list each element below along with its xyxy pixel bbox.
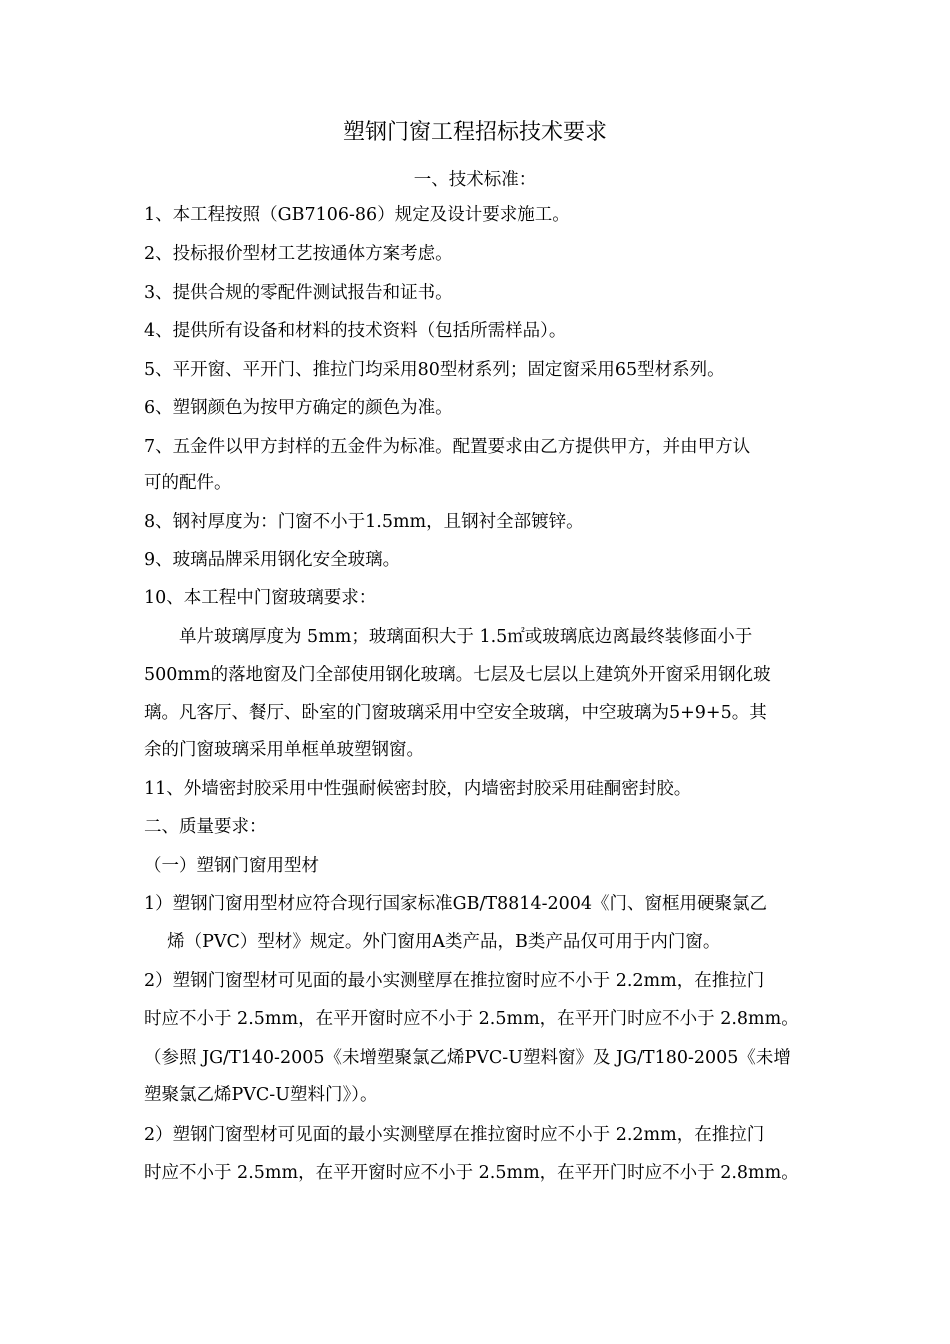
text-line: 8、钢衬厚度为：门窗不小于1.5mm，且钢衬全部镀锌。 — [144, 512, 584, 532]
text-line: 6、塑钢颜色为按甲方确定的颜色为准。 — [144, 398, 453, 418]
section-heading-technical-standards: 一、技术标准： — [413, 170, 537, 190]
text-line: 500mm的落地窗及门全部使用钢化玻璃。七层及七层以上建筑外开窗采用钢化玻 — [144, 665, 771, 685]
text-line: 塑聚氯乙烯PVC-U塑料门》）。 — [144, 1085, 378, 1105]
text-line: 烯（PVC）型材》规定。外门窗用A类产品，B类产品仅可用于内门窗。 — [144, 932, 721, 952]
text-line: （一）塑钢门窗用型材 — [144, 856, 319, 876]
text-line: 10、本工程中门窗玻璃要求： — [144, 588, 377, 608]
text-line: 3、提供合规的零配件测试报告和证书。 — [144, 283, 453, 303]
text-line: 4、提供所有设备和材料的技术资料（包括所需样品）。 — [144, 321, 567, 341]
text-line: 2）塑钢门窗型材可见面的最小实测壁厚在推拉窗时应不小于 2.2mm，在推拉门 — [144, 971, 765, 991]
text-line: 2、投标报价型材工艺按通体方案考虑。 — [144, 244, 453, 264]
text-line: 可的配件。 — [144, 473, 232, 493]
text-line: 11、外墙密封胶采用中性强耐候密封胶，内墙密封胶采用硅酮密封胶。 — [144, 779, 692, 799]
text-line: 二、质量要求： — [144, 817, 267, 837]
text-line: 1）塑钢门窗用型材应符合现行国家标准GB/T8814-2004《门、窗框用硬聚氯乙 — [144, 894, 768, 914]
text-line: 2）塑钢门窗型材可见面的最小实测壁厚在推拉窗时应不小于 2.2mm，在推拉门 — [144, 1125, 765, 1145]
text-line: 时应不小于 2.5mm，在平开窗时应不小于 2.5mm，在平开门时应不小于 2.8mm。 — [144, 1163, 799, 1183]
text-line: 余的门窗玻璃采用单框单玻塑钢窗。 — [144, 740, 424, 760]
text-line: 时应不小于 2.5mm，在平开窗时应不小于 2.5mm，在平开门时应不小于 2.8mm。 — [144, 1009, 799, 1029]
text-line: 7、五金件以甲方封样的五金件为标准。配置要求由乙方提供甲方，并由甲方认 — [144, 437, 751, 457]
text-line: （参照 JG/T140-2005《未增塑聚氯乙烯PVC-U塑料窗》及 JG/T180-2005《未增 — [144, 1048, 791, 1068]
text-line: 5、平开窗、平开门、推拉门均采用80型材系列；固定窗采用65型材系列。 — [144, 360, 725, 380]
document-title: 塑钢门窗工程招标技术要求 — [342, 120, 607, 145]
text-line: 单片玻璃厚度为 5mm；玻璃面积大于 1.5㎡或玻璃底边离最终装修面小于 — [144, 627, 753, 647]
text-line: 1、本工程按照（GB7106-86）规定及设计要求施工。 — [144, 205, 570, 225]
text-line: 璃。凡客厅、餐厅、卧室的门窗玻璃采用中空安全玻璃，中空玻璃为5+9+5。其 — [144, 703, 767, 723]
text-line: 9、玻璃品牌采用钢化安全玻璃。 — [144, 550, 401, 570]
